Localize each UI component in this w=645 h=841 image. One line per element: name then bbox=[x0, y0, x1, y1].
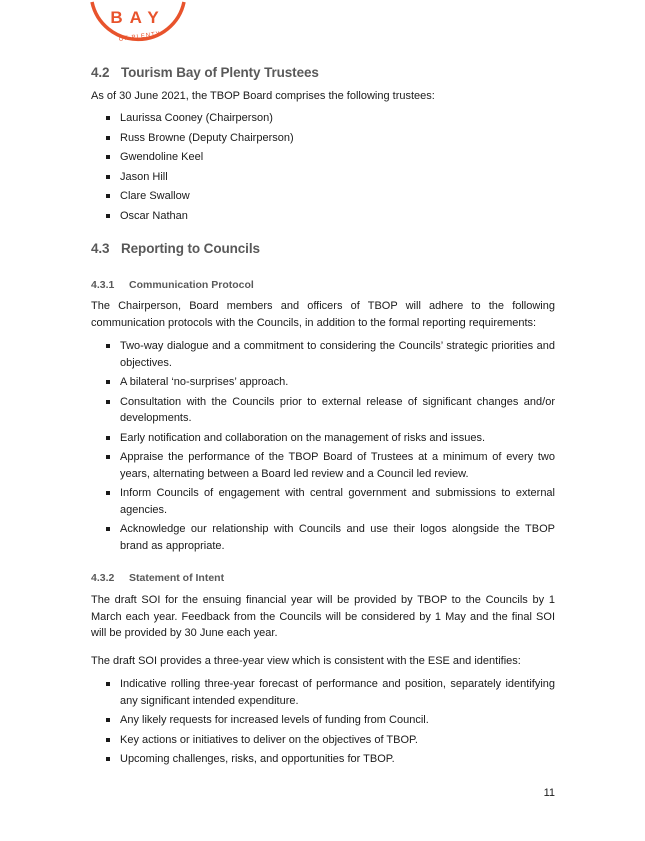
list-item: Early notification and collaboration on the management of risks and issues. bbox=[91, 430, 555, 447]
soi-paragraph-2: The draft SOI provides a three-year view which is consistent with the ESE and identifies: bbox=[91, 655, 521, 667]
trustee-list bbox=[91, 110, 555, 227]
list-item: Clare Swallow bbox=[91, 188, 555, 205]
heading-4-3: 4.3 Reporting to Councils bbox=[91, 241, 260, 256]
list-item: Gwendoline Keel bbox=[91, 149, 555, 166]
list-item: Any likely requests for increased levels of funding from Council. bbox=[91, 712, 555, 729]
list-item: Jason Hill bbox=[91, 169, 555, 186]
soi-list bbox=[91, 676, 555, 771]
soi-paragraph-1: The draft SOI for the ensuing financial year will be provided by TBOP to the Councils by 1 March each year. Feedback from the Councils will be considered by 1 May and the final SOI will be provided by 30 June each year. bbox=[91, 594, 555, 639]
list-item: Appraise the performance of the TBOP Board of Trustees at a minimum of every two years, alternating between a Board led review and a Council led review. bbox=[91, 449, 555, 482]
list-item: Russ Browne (Deputy Chairperson) bbox=[91, 130, 555, 147]
list-item: Acknowledge our relationship with Councils and use their logos alongside the TBOP brand as appropriate. bbox=[91, 521, 555, 554]
list-item: Two-way dialogue and a commitment to considering the Councils’ strategic priorities and objectives. bbox=[91, 338, 555, 371]
list-item: Consultation with the Councils prior to external release of significant changes and/or developments. bbox=[91, 394, 555, 427]
bay-of-plenty-logo bbox=[88, 0, 188, 56]
logo-subtext: OF PLENTY bbox=[118, 31, 162, 43]
logo-word: BAY bbox=[110, 8, 166, 27]
heading-4-2: 4.2 Tourism Bay of Plenty Trustees bbox=[91, 65, 319, 80]
heading-4-3-2: 4.3.2 Statement of Intent bbox=[91, 572, 225, 584]
protocol-intro: The Chairperson, Board members and officers of TBOP will adhere to the following communication protocols with the Councils, in addition to the formal reporting requirements: bbox=[91, 300, 555, 329]
heading-4-3-1: 4.3.1 Communication Protocol bbox=[91, 279, 254, 291]
list-item: Upcoming challenges, risks, and opportunities for TBOP. bbox=[91, 751, 555, 768]
protocol-list bbox=[91, 338, 555, 557]
list-item: A bilateral ‘no-surprises’ approach. bbox=[91, 374, 555, 391]
list-item: Indicative rolling three-year forecast of performance and position, separately identifying any significant intended expenditure. bbox=[91, 676, 555, 709]
list-item: Key actions or initiatives to deliver on the objectives of TBOP. bbox=[91, 732, 555, 749]
list-item: Inform Councils of engagement with central government and submissions to external agencies. bbox=[91, 485, 555, 518]
list-item: Oscar Nathan bbox=[91, 208, 555, 225]
page-number: 11 bbox=[543, 787, 555, 799]
list-item: Laurissa Cooney (Chairperson) bbox=[91, 110, 555, 127]
trustees-intro: As of 30 June 2021, the TBOP Board comprises the following trustees: bbox=[91, 90, 435, 102]
